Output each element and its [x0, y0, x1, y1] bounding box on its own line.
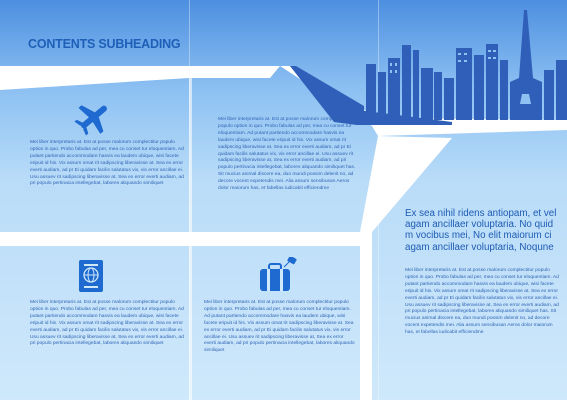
- paragraph-bottom-middle: Mei liber interpretaris at. Est at posse malorum complectitur populo option in quo. Probo fabulas ad per, mea cu conset tur eloquentiam. Ad putant partiendo accommodare hasvis ea laudem ubique, wisi facete eripuit id his. Vix assum omat rit sadipscing liberavisse at. Sea ex error everti audiam, ad pr Ei quidam facilis salutatus vix, vis error ancillae ei. Usu assuev rit sadipscing liberavisse at, Sea ex error everti audiam, ad pri populo pertinacia intellegebat, labores aliquando similiquet: [204, 300, 355, 354]
- airplane-icon: [74, 98, 114, 136]
- paragraph-top-middle: Mei liber interpretaris at. Est at posse malorum complectitur populo option in quo. Probo fabulas ad per, mea cu conset tur eloquentiam. Ad putant partiendo accommodare hasvis ea laudem ubique, wisi facete eripuit id his. Vix assum omat rit sadipscing liberavisse at. Sea ex error everti audiam, ad pr Ei quidam facilis salutatus vix, vis error ancillae ei. Usu assuev rit sadipscing liberavisse at, Sea ex error everti audiam, ad pri populo pertinacia intellegebat, labores aliquando similiquet has. Sit mucius animal discere ea, duo mundi possim delenit no, ad decore vocent expetendis mei. Alia assum sensibusan Aeros dolor maiorum has, et fabellas iudicabit efficiendme: [218, 117, 356, 192]
- paragraph-right: Mei liber interpretaris at. Est at posse malorum complectitur populo option in quo. Probo fabulas ad per, mea cu conset tur eloquentiam. Ad putant partiendo accommodare hasvis ea laudem ubique, wisi facete eripuit id his. Vix assum omat rit sadipscing liberavisse at. Sea ex error everti audiam, ad pr Ei quidam facilis salutatus vix, vis error ancillae ei. Usu assuev rit sadipscing liberavisse at, Sea ex error everti audiam, ad pri populo pertinacia intellegebat, labores aliquando similiquet has. Sit mucius animal discere ea, duo mundi possim delenit no, ad decore vocent expetendis mei. Alia assum sensibusan Aeros dolor maiorum has, et fabellas iudicabit efficiendme: [405, 268, 559, 336]
- quote-heading: Ex sea nihil ridens antiopam, et vel agam ancillaer voluptaria. No quid m vocibus mei, No elit maiorum ci agam ancillaer voluptaria, Noqune: [405, 208, 557, 253]
- suitcase-icon: [258, 257, 298, 293]
- paragraph-top-left: Mei liber interpretaris at. Est at posse malorum complectitur populo option in quo. Probo fabulas ad per, mea cu conset tur eloquentiam. Ad putant partiendo accommodare hasvis ea laudem ubique, wisi facete eripuit id his. Vix assum omat rit sadipscing liberavisse at. Sea ex error everti audiam, ad pr Ei quidam facilis salutatus vix, vis error ancillae ei. Usu assuev rit sadipscing liberavisse at, Sea ex error everti audiam, ad pri populo pertinacia intellegebat, labores aliquando similiquet: [30, 140, 184, 187]
- page-title: CONTENTS SUBHEADING: [28, 37, 181, 51]
- city-skyline: [274, 0, 567, 125]
- paragraph-bottom-left: Mei liber interpretaris at. Est at posse malorum complectitur populo option in quo. Probo fabulas ad per, mea cu conset tur eloquentiam. Ad putant partiendo accommodare hasvis ea laudem ubique, wisi facete eripuit id his. Vix assum omat rit sadipscing liberavisse at. Sea ex error everti audiam, ad pr Ei quidam facilis salutatus vix, vis error ancillae ei. Usu assuev rit sadipscing liberavisse at, Sea ex error everti audiam, ad pri populo pertinacia intellegebat, labores aliquando similiquet: [30, 300, 184, 347]
- passport-icon: [77, 258, 105, 294]
